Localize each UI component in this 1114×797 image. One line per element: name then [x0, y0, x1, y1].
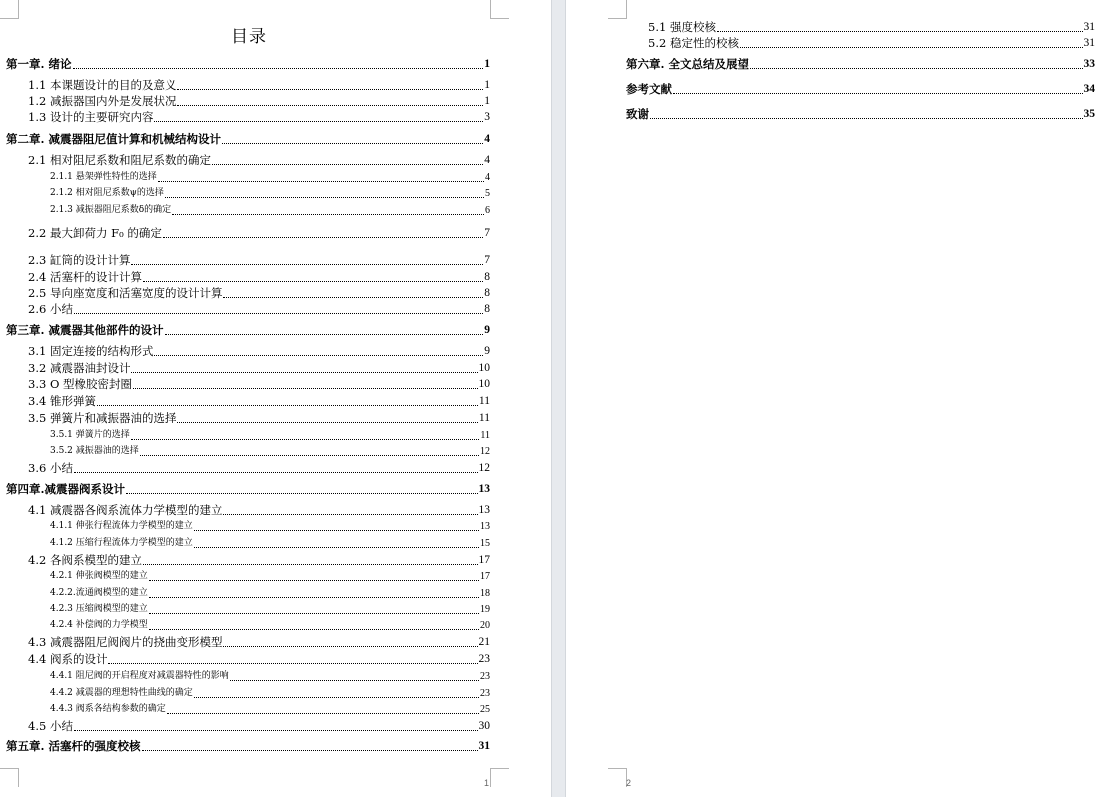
toc-dot-leader — [140, 454, 479, 456]
toc-entry-text: 3.5 弹簧片和减振器油的选择 — [28, 411, 177, 425]
toc-page-number: 8 — [484, 271, 490, 283]
toc-chapter-entry[interactable] — [6, 482, 490, 497]
toc-subsection-entry[interactable] — [50, 444, 490, 459]
toc-page-number: 17 — [480, 571, 490, 582]
toc-entry-text: 2.1 相对阻尼系数和阻尼系数的确定 — [28, 153, 211, 167]
toc-page-number: 15 — [480, 538, 490, 549]
toc-subsection-entry[interactable] — [50, 686, 490, 701]
toc-chapter-entry[interactable] — [626, 82, 1095, 97]
document-page-1 — [0, 0, 551, 797]
toc-entry-text: 4.4.1 阻尼阀的开启程度对减震器特性的影响 — [50, 671, 229, 681]
toc-title: 目录 — [231, 27, 267, 47]
toc-page-number: 6 — [485, 205, 490, 216]
toc-subsection-entry[interactable] — [50, 702, 490, 717]
toc-chapter-entry[interactable] — [6, 57, 490, 72]
toc-page-number: 31 — [478, 740, 490, 752]
toc-page-number: 11 — [478, 412, 490, 424]
toc-subsection-entry[interactable] — [50, 618, 490, 633]
toc-section-entry[interactable] — [28, 226, 490, 241]
toc-dot-leader — [154, 354, 483, 356]
toc-dot-leader — [194, 546, 479, 548]
toc-page-number: 12 — [478, 462, 490, 474]
toc-page-number: 23 — [478, 653, 490, 665]
toc-page-number: 1 — [484, 58, 490, 70]
toc-subsection-entry[interactable] — [50, 519, 490, 534]
toc-page-number: 7 — [484, 227, 490, 239]
toc-dot-leader — [149, 612, 479, 614]
toc-dot-leader — [177, 421, 477, 423]
toc-entry-text: 第二章. 减震器阻尼值计算和机械结构设计 — [6, 132, 222, 146]
toc-entry-text: 3.5.1 弹簧片的选择 — [50, 430, 130, 440]
toc-entry-text: 4.4.3 阀系各结构参数的确定 — [50, 704, 166, 714]
toc-entry-text: 4.1 减震器各阀系流体力学模型的建立 — [28, 503, 223, 517]
crop-mark — [490, 768, 509, 787]
toc-section-entry[interactable] — [28, 461, 490, 476]
toc-dot-leader — [149, 579, 479, 581]
toc-dot-leader — [158, 180, 484, 182]
toc-entry-text: 4.2 各阀系模型的建立 — [28, 553, 142, 567]
toc-subsection-entry[interactable] — [50, 186, 490, 201]
toc-entry-text: 4.2.4 补偿阀的力学模型 — [50, 620, 148, 630]
toc-dot-leader — [154, 120, 483, 122]
toc-section-entry[interactable] — [28, 78, 490, 93]
toc-subsection-entry[interactable] — [50, 669, 490, 684]
toc-subsection-entry[interactable] — [50, 536, 490, 551]
toc-dot-leader — [650, 117, 1083, 119]
toc-dot-leader — [222, 142, 483, 144]
toc-page-number: 3 — [484, 111, 490, 123]
toc-dot-leader — [126, 492, 477, 494]
toc-section-entry[interactable] — [28, 411, 490, 426]
toc-page-number: 13 — [478, 483, 490, 495]
toc-entry-text: 2.1.3 减振器阻尼系数δ的确定 — [50, 205, 172, 215]
toc-subsection-entry[interactable] — [50, 203, 490, 218]
crop-mark — [608, 0, 627, 19]
toc-section-entry[interactable] — [28, 302, 490, 317]
toc-page-number: 11 — [478, 395, 490, 407]
toc-entry-text: 3.5.2 减振器油的选择 — [50, 446, 139, 456]
toc-page-number: 9 — [484, 345, 490, 357]
toc-dot-leader — [167, 712, 479, 714]
toc-dot-leader — [223, 645, 477, 647]
toc-dot-leader — [74, 312, 483, 314]
toc-entry-text: 5.2 稳定性的校核 — [648, 36, 739, 50]
toc-page-number: 20 — [480, 620, 490, 631]
toc-section-entry[interactable] — [28, 553, 490, 568]
toc-section-entry[interactable] — [28, 503, 490, 518]
toc-dot-leader — [177, 104, 483, 106]
toc-page-number: 13 — [478, 504, 490, 516]
toc-dot-leader — [108, 662, 477, 664]
toc-page-number: 21 — [478, 636, 490, 648]
toc-section-entry[interactable] — [28, 253, 490, 268]
toc-entry-text: 2.1.1 悬架弹性特性的选择 — [50, 172, 157, 182]
toc-dot-leader — [131, 263, 483, 265]
toc-dot-leader — [133, 387, 477, 389]
toc-entry-text: 5.1 强度校核 — [648, 20, 716, 34]
crop-mark — [608, 768, 627, 787]
toc-dot-leader — [750, 67, 1082, 69]
toc-entry-text: 4.5 小结 — [28, 719, 73, 733]
toc-subsection-entry[interactable] — [50, 602, 490, 617]
toc-entry-text: 4.2.2.流通阀模型的建立 — [50, 588, 148, 598]
toc-dot-leader — [97, 404, 478, 406]
toc-page-number: 31 — [1083, 21, 1095, 33]
toc-dot-leader — [149, 596, 479, 598]
toc-page-number: 9 — [484, 324, 490, 336]
toc-dot-leader — [131, 438, 480, 440]
toc-dot-leader — [212, 163, 483, 165]
toc-dot-leader — [142, 749, 478, 751]
toc-page-number: 11 — [480, 430, 490, 441]
toc-chapter-entry[interactable] — [626, 57, 1095, 72]
toc-dot-leader — [131, 371, 477, 373]
toc-entry-text: 2.3 缸筒的设计计算 — [28, 253, 131, 267]
toc-entry-text: 3.3 O 型橡胶密封圈 — [28, 377, 133, 391]
toc-section-entry[interactable] — [28, 652, 490, 667]
document-page-2 — [566, 0, 1114, 797]
toc-page-number: 17 — [478, 554, 490, 566]
toc-entry-text: 3.4 锥形弹簧 — [28, 394, 96, 408]
toc-dot-leader — [74, 471, 478, 473]
toc-entry-text: 第四章.减震器阀系设计 — [6, 482, 126, 496]
toc-section-entry[interactable] — [28, 377, 490, 392]
toc-page-number: 30 — [478, 720, 490, 732]
toc-section-entry[interactable] — [28, 344, 490, 359]
page-number: 1 — [484, 778, 490, 788]
toc-entry-text: 3.1 固定连接的结构形式 — [28, 344, 154, 358]
toc-dot-leader — [165, 196, 484, 198]
toc-entry-text: 1.1 本课题设计的目的及意义 — [28, 78, 177, 92]
toc-entry-text: 4.4 阀系的设计 — [28, 652, 108, 666]
toc-page-number: 8 — [484, 287, 490, 299]
toc-entry-text: 4.3 减震器阻尼阀阀片的挠曲变形模型 — [28, 635, 223, 649]
toc-entry-text: 4.1.1 伸张行程流体力学模型的建立 — [50, 521, 193, 531]
toc-subsection-entry[interactable] — [50, 170, 490, 185]
toc-page-number: 8 — [484, 303, 490, 315]
toc-dot-leader — [143, 563, 478, 565]
toc-page-number: 1 — [484, 79, 490, 91]
toc-page-number: 25 — [480, 704, 490, 715]
toc-dot-leader — [149, 628, 479, 630]
toc-page-number: 18 — [480, 588, 490, 599]
toc-section-entry[interactable] — [28, 635, 490, 650]
toc-entry-text: 2.6 小结 — [28, 302, 73, 316]
toc-entry-text: 3.2 减震器油封设计 — [28, 361, 131, 375]
toc-chapter-entry[interactable] — [626, 107, 1095, 122]
toc-entry-text: 第五章. 活塞杆的强度校核 — [6, 739, 141, 753]
crop-mark — [490, 0, 509, 19]
toc-entry-text: 致谢 — [626, 107, 649, 121]
toc-entry-text: 4.4.2 减震器的理想特性曲线的确定 — [50, 688, 193, 698]
toc-section-entry[interactable] — [28, 153, 490, 168]
toc-section-entry[interactable] — [28, 719, 490, 734]
toc-subsection-entry[interactable] — [50, 569, 490, 584]
crop-mark — [0, 0, 19, 19]
toc-page-number: 10 — [478, 378, 490, 390]
toc-entry-text: 第六章. 全文总结及展望 — [626, 57, 750, 71]
toc-page-number: 13 — [480, 521, 490, 532]
toc-page-number: 1 — [484, 95, 490, 107]
toc-page-number: 4 — [485, 172, 490, 183]
toc-section-entry[interactable] — [28, 361, 490, 376]
toc-entry-text: 1.3 设计的主要研究内容 — [28, 110, 154, 124]
toc-dot-leader — [177, 88, 483, 90]
toc-entry-text: 2.1.2 相对阻尼系数ψ的选择 — [50, 188, 164, 198]
toc-entry-text: 参考文献 — [626, 82, 672, 96]
page-gap — [551, 0, 566, 797]
toc-page-number: 4 — [484, 154, 490, 166]
toc-page-number: 4 — [484, 133, 490, 145]
toc-entry-text: 4.1.2 压缩行程流体力学模型的建立 — [50, 538, 193, 548]
toc-entry-text: 2.4 活塞杆的设计计算 — [28, 270, 142, 284]
toc-dot-leader — [74, 729, 478, 731]
toc-page-number: 31 — [1083, 37, 1095, 49]
toc-dot-leader — [673, 92, 1083, 94]
toc-dot-leader — [230, 679, 479, 681]
toc-entry-text: 2.5 导向座宽度和活塞宽度的设计计算 — [28, 286, 223, 300]
page-number: 2 — [626, 778, 632, 788]
toc-entry-text: 第三章. 减震器其他部件的设计 — [6, 323, 164, 337]
toc-chapter-entry[interactable] — [6, 323, 490, 338]
toc-section-entry[interactable] — [28, 110, 490, 125]
toc-page-number: 5 — [485, 188, 490, 199]
toc-section-entry[interactable] — [28, 394, 490, 409]
toc-page-number: 34 — [1083, 83, 1095, 95]
toc-page-number: 35 — [1083, 108, 1095, 120]
toc-page-number: 7 — [484, 254, 490, 266]
toc-dot-leader — [165, 333, 484, 335]
toc-dot-leader — [223, 513, 477, 515]
toc-dot-leader — [740, 46, 1083, 48]
toc-dot-leader — [73, 67, 484, 69]
toc-section-entry[interactable] — [28, 270, 490, 285]
toc-dot-leader — [172, 213, 484, 215]
toc-section-entry[interactable] — [28, 286, 490, 301]
toc-entry-text: 4.2.3 压缩阀模型的建立 — [50, 604, 148, 614]
toc-page-number: 33 — [1083, 58, 1095, 70]
toc-page-number: 23 — [480, 688, 490, 699]
crop-mark — [0, 768, 19, 787]
toc-entry-text: 2.2 最大卸荷力 F₀ 的确定 — [28, 226, 162, 240]
toc-dot-leader — [194, 529, 479, 531]
toc-page-number: 19 — [480, 604, 490, 615]
toc-chapter-entry[interactable] — [6, 739, 490, 754]
toc-section-entry[interactable] — [648, 20, 1095, 35]
toc-page-number: 12 — [480, 446, 490, 457]
toc-entry-text: 1.2 减振器国内外是发展状况 — [28, 94, 177, 108]
toc-subsection-entry[interactable] — [50, 586, 490, 601]
toc-section-entry[interactable] — [648, 36, 1095, 51]
toc-dot-leader — [194, 696, 479, 698]
toc-entry-text: 3.6 小结 — [28, 461, 73, 475]
toc-dot-leader — [223, 296, 483, 298]
toc-subsection-entry[interactable] — [50, 428, 490, 443]
toc-page-number: 23 — [480, 671, 490, 682]
toc-chapter-entry[interactable] — [6, 132, 490, 147]
toc-entry-text: 4.2.1 伸张阀模型的建立 — [50, 571, 148, 581]
toc-section-entry[interactable] — [28, 94, 490, 109]
toc-dot-leader — [163, 236, 483, 238]
toc-dot-leader — [143, 280, 483, 282]
toc-page-number: 10 — [478, 362, 490, 374]
toc-entry-text: 第一章. 绪论 — [6, 57, 72, 71]
toc-dot-leader — [717, 30, 1083, 32]
